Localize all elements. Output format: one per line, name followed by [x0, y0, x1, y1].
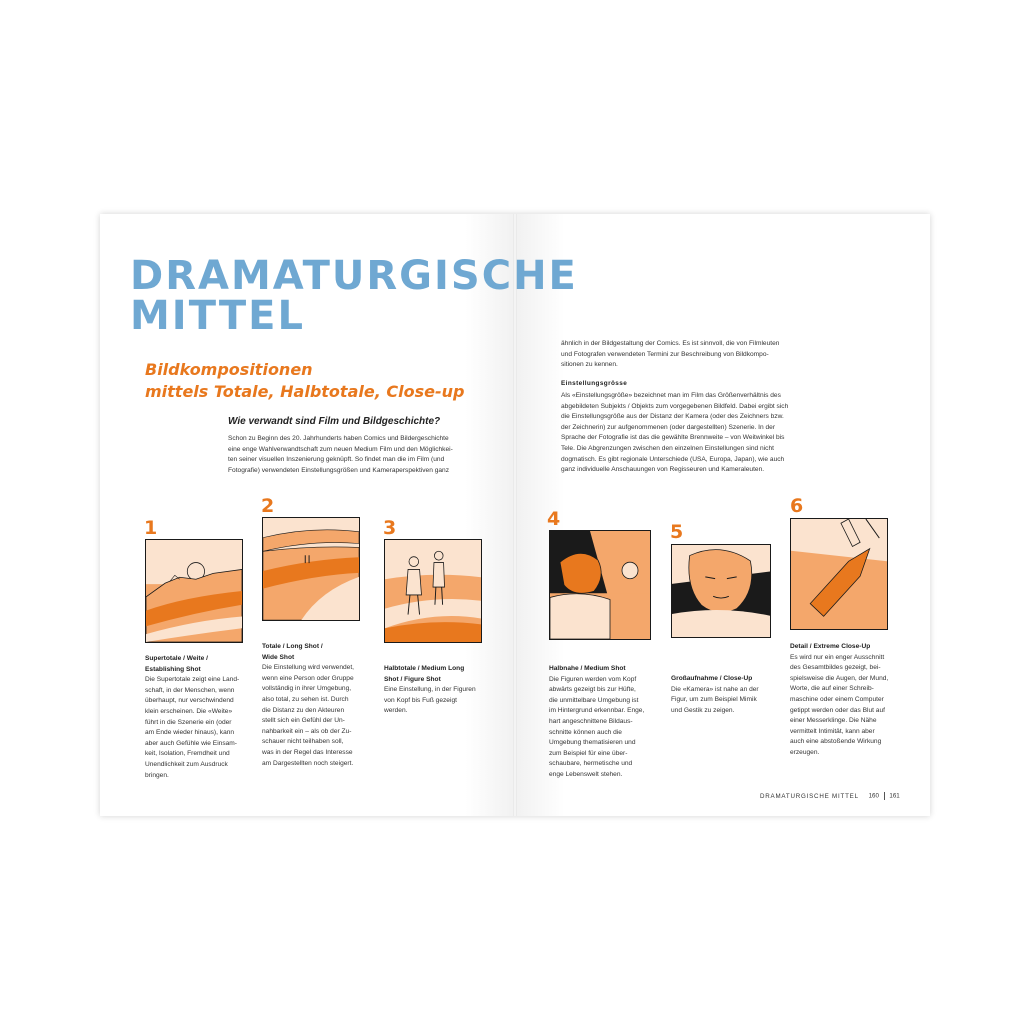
caption-line: zum Beispiel für eine über-: [549, 749, 628, 757]
text-line: ten seiner visuellen Inszenierung geknüpft. So findet man die im Film (und: [228, 456, 445, 464]
panel-number: 3: [383, 517, 397, 539]
comic-panel-totale: [262, 517, 360, 621]
panel-number: 5: [670, 521, 684, 543]
text-line: dogmatisch. Es gibt regionale Unterschiede (USA, Europa, Japan), wie auch: [561, 455, 785, 463]
text-line: ganz individuelle Anschauungen von Regisseuren und Kameraleuten.: [561, 466, 765, 474]
caption-line: Worte, die auf einer Schreib-: [790, 685, 874, 693]
caption-line: erzeugen.: [790, 748, 820, 756]
text-line: Als «Einstellungsgröße» bezeichnet man im Film das Größenverhältnis des: [561, 392, 781, 399]
running-title: DRAMATURGISCHE MITTEL: [760, 792, 859, 800]
caption-line: bringen.: [145, 771, 169, 779]
caption-line: enge Lebenswelt stehen.: [549, 770, 623, 778]
caption-title-line: Großaufnahme / Close-Up: [671, 675, 753, 682]
caption-line: aber auch Gefühle wie Einsam-: [145, 739, 237, 747]
section-title-line: mittels Totale, Halbtotale, Close-up: [145, 382, 465, 401]
panel-caption: [384, 664, 488, 717]
page-number-left: 160: [868, 792, 879, 800]
section-title-line: Bildkompositionen: [145, 360, 313, 379]
long-shot-illustration: [263, 518, 359, 620]
caption-line: Figur, um zum Beispiel Mimik: [671, 696, 757, 704]
section-title: [145, 359, 464, 403]
caption-line: schaft, in der Menschen, wenn: [145, 686, 235, 694]
caption-line: Die Supertotale zeigt eine Land-: [145, 676, 240, 684]
landscape-illustration: [146, 540, 242, 642]
text-line: eine enge Wahlverwandtschaft zum neuen Medium Film und den Möglichkei-: [228, 445, 453, 453]
section-heading: Einstellungsgrösse: [561, 380, 628, 387]
book-spread: [100, 214, 930, 816]
section-body: [561, 391, 801, 476]
text-line: Tele. Die Abgrenzungen zwischen den einzelnen Einstellungen sind nicht: [561, 444, 774, 452]
caption-line: vermittelt Intimität, kann aber: [790, 727, 875, 735]
caption-line: und Gestik zu zeigen.: [671, 706, 735, 714]
text-line: abgebildeten Subjekts / Objekts zum vorgegebenen Bildfeld. Dabei ergibt sich: [561, 402, 789, 410]
panel-number: 1: [144, 517, 158, 539]
text-line: ähnlich in der Bildgestaltung der Comics. Es ist sinnvoll, die von Filmleuten: [561, 340, 780, 347]
panel-caption: [145, 654, 249, 781]
page-footer: [760, 792, 900, 800]
extreme-close-up-illustration: [791, 519, 887, 629]
panel-number: 4: [547, 508, 561, 530]
close-up-illustration: [672, 545, 770, 637]
page-number-right: 161: [889, 792, 900, 800]
intro-text: [228, 434, 468, 476]
caption-title-line: Establishing Shot: [145, 665, 201, 673]
caption-line: überhaupt, nur verschwindend: [145, 697, 234, 705]
caption-line: was in der Regel das Interesse: [262, 748, 353, 756]
text-line: Schon zu Beginn des 20. Jahrhunderts haben Comics und Bildergeschichte: [228, 435, 449, 442]
text-line: und Fotografen verwendeten Termini zur Beschreibung von Bildkompo-: [561, 350, 769, 358]
panel-caption: [671, 674, 775, 716]
text-line: Sprache der Fotografie ist das die gewählte Brennweite – von Weitwinkel bis: [561, 434, 785, 442]
caption-line: keit, Isolation, Fremdheit und: [145, 750, 230, 758]
caption-line: schauer nicht teilhaben soll,: [262, 738, 344, 746]
intro-question: Wie verwandt sind Film und Bildgeschichte?: [228, 416, 441, 427]
comic-panel-supertotale: [145, 539, 243, 643]
comic-panel-detail: [790, 518, 888, 630]
chapter-title-line: DRAMATURGISCHE: [130, 253, 578, 299]
caption-line: nahbarkeit ein – als ob der Zu-: [262, 727, 352, 735]
caption-line: am Dargestellten noch steigert.: [262, 759, 354, 767]
caption-line: Die Figuren werden vom Kopf: [549, 675, 637, 683]
comic-panel-grossaufnahme: [671, 544, 771, 638]
caption-line: also total, zu sehen ist. Durch: [262, 695, 349, 703]
caption-line: werden.: [384, 707, 408, 715]
caption-line: schnitte können auch die: [549, 728, 622, 736]
caption-line: maschine oder einem Computer: [790, 695, 884, 703]
text-line: sitionen zu kennen.: [561, 361, 618, 369]
chapter-title: [130, 253, 578, 339]
caption-line: stellt sich ein Gefühl der Un-: [262, 717, 345, 725]
caption-line: Unendlichkeit zum Ausdruck: [145, 760, 228, 768]
caption-title-line: Detail / Extreme Close-Up: [790, 643, 871, 650]
caption-line: des Gesamtbildes gezeigt, bei-: [790, 664, 881, 672]
text-line: der Zeichnerin) zur aufgenommenen (oder dargestellten) Szenerie. In der: [561, 423, 776, 431]
page-number-divider: [884, 792, 885, 800]
caption-line: getippt werden oder das Blut auf: [790, 706, 885, 714]
caption-title-line: Wide Shot: [262, 653, 295, 661]
caption-line: klein erscheinen. Die «Weite»: [145, 707, 233, 715]
caption-line: Die «Kamera» ist nahe an der: [671, 685, 759, 693]
caption-line: von Kopf bis Fuß gezeigt: [384, 696, 457, 704]
caption-line: im Hintergrund erkennbar. Enge,: [549, 707, 645, 715]
caption-line: die Distanz zu den Akteuren: [262, 706, 345, 714]
caption-title-line: Halbtotale / Medium Long: [384, 665, 465, 672]
caption-title-line: Totale / Long Shot /: [262, 643, 323, 650]
caption-line: schaubare, hermetische und: [549, 760, 633, 768]
comic-panel-halbnahe: [549, 530, 651, 640]
caption-line: Eine Einstellung, in der Figuren: [384, 686, 476, 694]
caption-line: Die Einstellung wird verwendet,: [262, 664, 354, 672]
caption-line: am Ende wieder hinaus), kann: [145, 729, 235, 737]
comic-panel-halbtotale: [384, 539, 482, 643]
panel-caption: [549, 664, 653, 781]
panel-number: 2: [261, 495, 275, 517]
panel-caption: [262, 642, 366, 769]
caption-line: einer Messerklinge. Die Nähe: [790, 717, 877, 725]
chapter-title-line: MITTEL: [130, 293, 305, 339]
text-line: Fotografie) verwendeten Einstellungsgrößen und Kameraperspektiven ganz: [228, 466, 450, 474]
panel-caption: [790, 642, 894, 759]
caption-line: die unmittelbare Umgebung ist: [549, 696, 639, 704]
caption-line: auch eine abstoßende Wirkung: [790, 738, 882, 746]
caption-line: wenn eine Person oder Gruppe: [262, 674, 354, 682]
text-line: die Einstellungsgröße aus der Distanz der Kamera (oder des Zeichners bzw.: [561, 413, 784, 421]
caption-title-line: Halbnahe / Medium Shot: [549, 665, 626, 672]
caption-line: hart angeschnittene Bildaus-: [549, 717, 633, 725]
caption-line: Umgebung thematisieren und: [549, 739, 636, 747]
caption-line: führt in die Szenerie ein (oder: [145, 718, 232, 726]
right-intro-text: [561, 339, 801, 371]
caption-title-line: Shot / Figure Shot: [384, 675, 441, 683]
caption-title-line: Supertotale / Weite /: [145, 655, 208, 662]
panel-number: 6: [790, 495, 804, 517]
caption-line: abwärts gezeigt bis zur Hüfte,: [549, 686, 636, 694]
caption-line: spielsweise die Augen, der Mund,: [790, 674, 889, 682]
medium-shot-illustration: [550, 531, 650, 639]
figure-shot-illustration: [385, 540, 481, 642]
caption-line: vollständig in ihrer Umgebung,: [262, 685, 352, 693]
caption-line: Es wird nur ein enger Ausschnitt: [790, 653, 885, 661]
